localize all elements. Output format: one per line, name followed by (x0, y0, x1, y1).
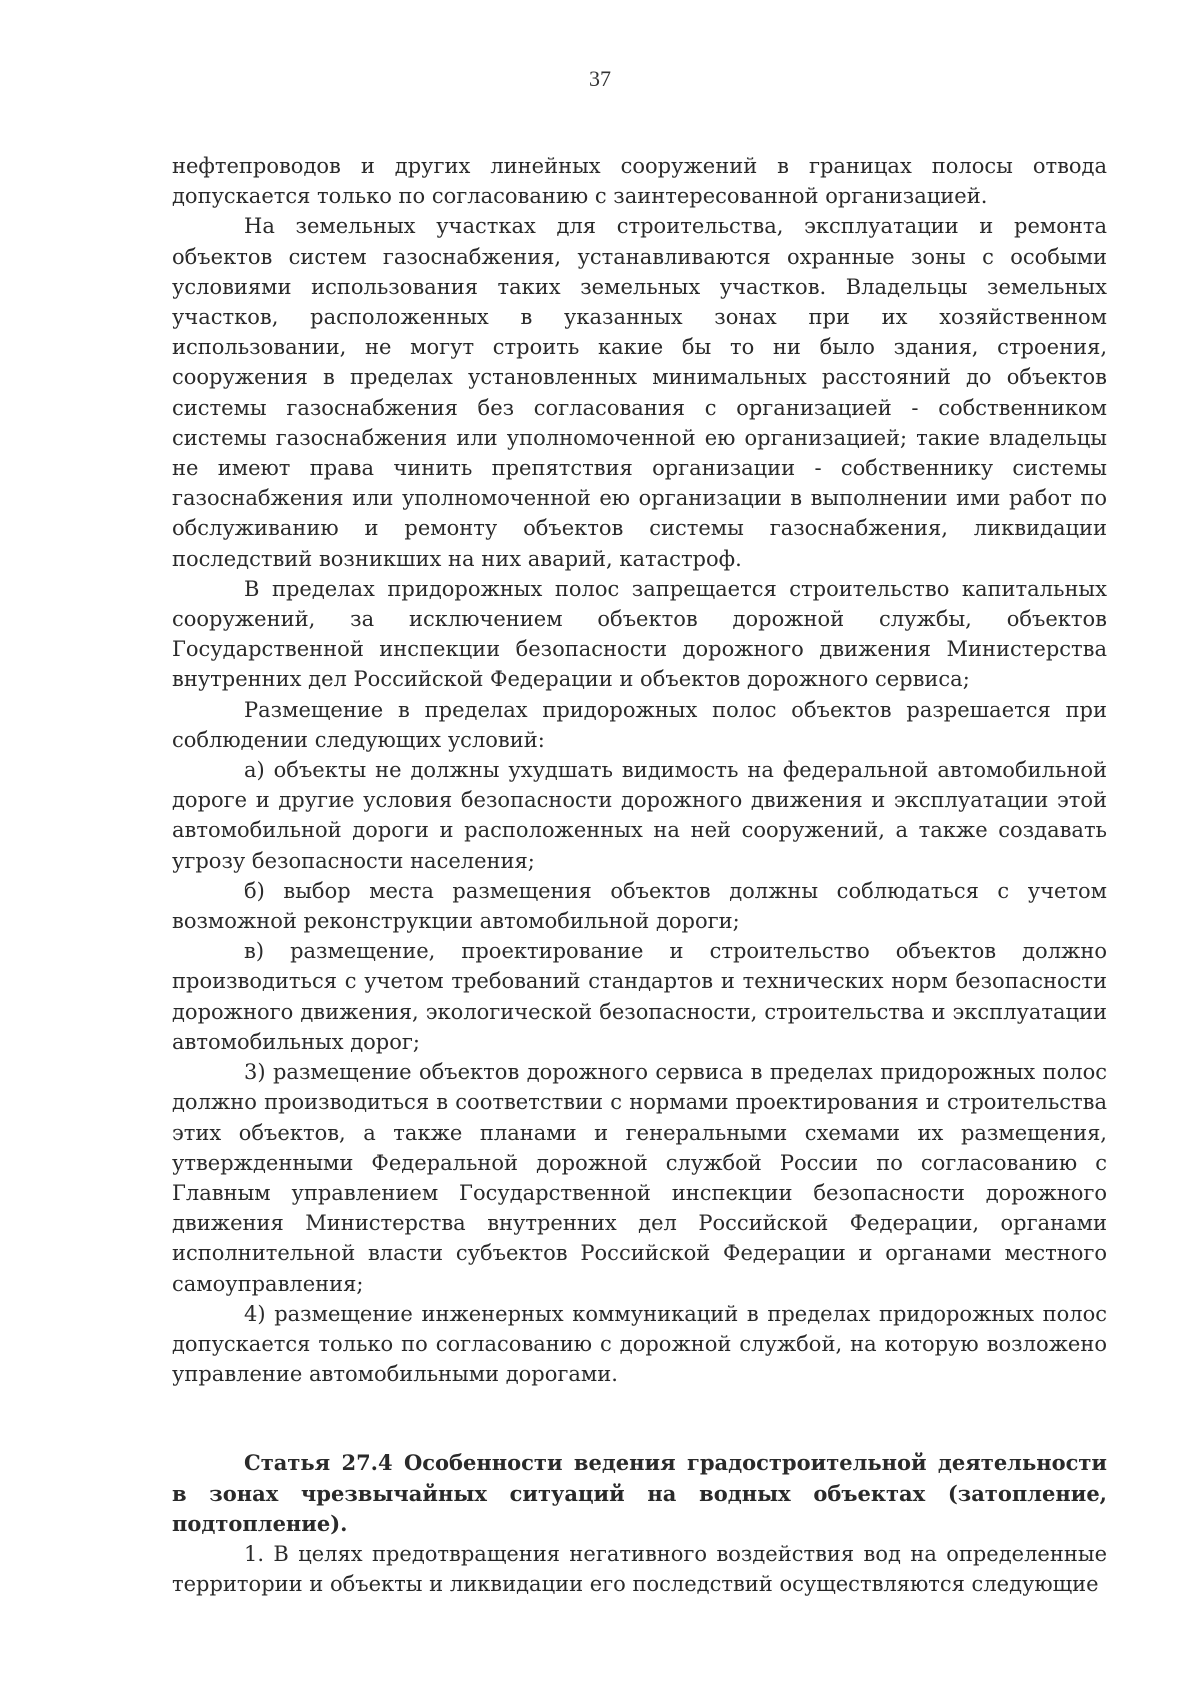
document-body (172, 151, 1107, 1599)
list-item-a: а) объекты не должны ухудшать видимость на федеральной автомобильной дороге и другие условия безопасности дорожного движения и эксплуатации этой автомобильной дороги и расположенных на ней сооружений, а также создавать угрозу безопасности населения; (172, 758, 1107, 873)
page-number: 37 (589, 66, 611, 91)
paragraph-roadside-restrictions: В пределах придорожных полос запрещается строительство капитальных сооружений, за исключением объектов дорожной службы, объектов Государственной инспекции безопасности дорожного движения Министерства внутренних дел Российской Федерации и объектов дорожного сервиса; (172, 576, 1107, 692)
list-item-4: 4) размещение инженерных коммуникаций в пределах придорожных полос допускается только по согласованию с дорожной службой, на которую возложено управление автомобильными дорогами. (172, 1301, 1107, 1387)
list-item-3: 3) размещение объектов дорожного сервиса в пределах придорожных полос должно производиться в соответствии с нормами проектирования и строительства этих объектов, а также планами и генеральными схемами их размещения, утвержденными Федеральной дорожной службой России по согласованию с Главным управлением Государственной инспекции безопасности дорожного движения Министерства внутренних дел Российской Федерации, органами исполнительной власти субъектов Российской Федерации и органами местного самоуправления; (172, 1060, 1107, 1296)
paragraph-placement-conditions: Размещение в пределах придорожных полос объектов разрешается при соблюдении следующих условий: (172, 697, 1107, 752)
paragraph-continuation: нефтепроводов и других линейных сооружений в границах полосы отвода допускается только по согласованию с заинтересованной организацией. (172, 154, 1107, 209)
list-item-b: б) выбор места размещения объектов должны соблюдаться с учетом возможной реконструкции автомобильной дороги; (172, 878, 1107, 934)
paragraph-gas-supply-zones: На земельных участках для строительства, эксплуатации и ремонта объектов систем газоснабжения, устанавливаются охранные зоны с особыми условиями использования таких земельных участков. Владельцы земельных участков, расположенных в указанных зонах при их хозяйственном использовании, не могут строить какие бы то ни было здания, строения, сооружения в пределах установленных минимальных расстояний до объектов системы газоснабжения без согласования с организацией - собственником системы газоснабжения или уполномоченной ею организацией; такие владельцы не имеют права чинить препятствия организации - собственнику системы газоснабжения или уполномоченной ею организации в выполнении ими работ по обслуживанию и ремонту объектов системы газоснабжения, ликвидации последствий возникших на них аварий, катастроф. (172, 214, 1107, 571)
article-heading: Статья 27.4 Особенности ведения градостроительной деятельности в зонах чрезвычайных ситуаций на водных объектах (затопление, подтопление). (172, 1450, 1107, 1536)
article-paragraph-1: 1. В целях предотвращения негативного воздействия вод на определенные территории и объекты и ликвидации его последствий осуществляются следующие (172, 1541, 1107, 1597)
list-item-v: в) размещение, проектирование и строительство объектов должно производиться с учетом требований стандартов и технических норм безопасности дорожного движения, экологической безопасности, строительства и эксплуатации автомобильных дорог; (172, 939, 1107, 1054)
